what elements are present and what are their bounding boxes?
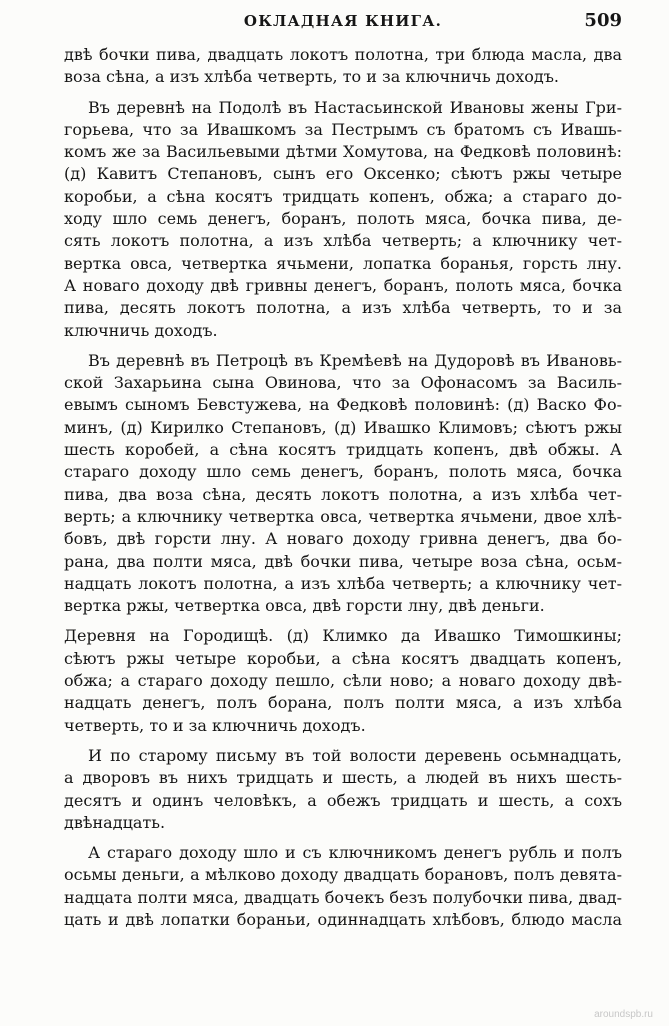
running-head: ОКЛАДНАЯ КНИГА. bbox=[243, 12, 443, 30]
text-line: цать и двѣ лопатки бораньи, одиннадцать хлѣбовъ, блюдо масла bbox=[64, 909, 622, 929]
text-line: стараго доходу шло семь денегъ, боранъ, полоть мяса, бочка bbox=[64, 462, 622, 482]
text-line: минъ, (д) Кирилко Степановъ, (д) Ивашко Климовъ; сѣютъ ржы bbox=[64, 417, 622, 437]
text-line: вертка ржы, четвертка овса, двѣ горсти лну, двѣ деньги. bbox=[64, 596, 545, 616]
text-line: пива, два воза сѣна, десять локотъ полотна, а изъ хлѣба чет- bbox=[64, 484, 622, 504]
text-line: Въ деревнѣ въ Петроцѣ въ Кремѣевѣ на Дудоровѣ въ Ивановь- bbox=[88, 350, 622, 370]
page-header bbox=[64, 12, 622, 34]
text-line: верть; а ключнику четвертка овса, четвертка ячьмени, двое хлѣ- bbox=[64, 506, 622, 526]
text-line: сять локотъ полотна, а изъ хлѣба четверть; а ключнику чет- bbox=[64, 231, 622, 251]
text-line: воза сѣна, а изъ хлѣба четверть, то и за ключничь доходъ. bbox=[64, 67, 560, 87]
text-line: А новаго доходу двѣ гривны денегъ, боранъ, полоть мяса, бочка bbox=[64, 275, 622, 295]
text-line: И по старому письму въ той волости деревень осьмнадцать, bbox=[88, 745, 622, 765]
text-line: двѣ бочки пива, двадцать локотъ полотна, три блюда масла, два bbox=[64, 45, 622, 64]
paragraph bbox=[64, 745, 622, 834]
paragraph bbox=[64, 842, 622, 931]
text-line: а дворовъ въ нихъ тридцать и шесть, а людей въ нихъ шесть- bbox=[64, 768, 622, 788]
text-line: ской Захарьина сына Овинова, что за Офонасомъ за Василь- bbox=[64, 373, 622, 393]
paragraph bbox=[64, 97, 622, 342]
text-line: евымъ сыномъ Бевстужева, на Федковѣ половинѣ: (д) Васко Фо- bbox=[64, 395, 622, 415]
page-number: 509 bbox=[584, 10, 622, 31]
text-line: Деревня на Городищѣ. (д) Климко да Ивашко Тимошкины; bbox=[64, 626, 622, 646]
text-line: двѣнадцать. bbox=[64, 812, 166, 832]
text-line: (д) Кавитъ Степановъ, сынъ его Оксенко; сѣютъ ржы четыре bbox=[64, 164, 622, 184]
text-line: бовъ, двѣ горсти лну. А новаго доходу гривна денегъ, два бо- bbox=[64, 529, 622, 549]
text-line: десятъ и одинъ человѣкъ, а обежъ тридцать и шесть, а сохъ bbox=[64, 790, 622, 810]
body-text bbox=[64, 44, 622, 931]
text-line: шесть коробей, а сѣна косятъ тридцать копенъ, двѣ обжы. А bbox=[64, 440, 622, 460]
text-line: ключничь доходъ. bbox=[64, 320, 218, 340]
paragraph bbox=[64, 350, 622, 618]
paragraph bbox=[64, 44, 622, 89]
text-line: пива, десять локотъ полотна, а изъ хлѣба четверть, то и за bbox=[64, 298, 622, 318]
watermark: aroundspb.ru bbox=[594, 1009, 653, 1020]
text-line: ходу шло семь денегъ, боранъ, полоть мяса, бочка пива, де- bbox=[64, 209, 622, 229]
text-line: А стараго доходу шло и съ ключникомъ денегъ рубль и полъ bbox=[88, 843, 622, 863]
text-line: осьмы деньги, а мѣлково доходу двадцать борановъ, полъ девята- bbox=[64, 865, 622, 885]
text-line: комъ же за Васильевыми дѣтми Хомутова, на Федковѣ половинѣ: bbox=[64, 142, 622, 162]
text-line: Въ деревнѣ на Подолѣ въ Настасьинской Ивановы жены Гри- bbox=[88, 97, 622, 117]
text-line: горьева, что за Ивашкомъ за Пестрымъ съ братомъ съ Ивашь- bbox=[64, 119, 622, 139]
text-line: вертка овса, четвертка ячьмени, лопатка боранья, горсть лну. bbox=[64, 253, 622, 273]
text-line: надцать локотъ полотна, а изъ хлѣба четверть; а ключнику чет- bbox=[64, 573, 622, 593]
text-line: надцать денегъ, полъ борана, полъ полти мяса, а изъ хлѣба bbox=[64, 693, 622, 713]
text-line: коробьи, а сѣна косятъ тридцать копенъ, обжа; а стараго до- bbox=[64, 186, 622, 206]
text-line: надцата полти мяса, двадцать бочекъ безъ полубочки пива, двад- bbox=[64, 887, 622, 907]
paragraph bbox=[64, 625, 622, 736]
text-line: сѣютъ ржы четыре коробьи, а сѣна косятъ двадцать копенъ, bbox=[64, 648, 622, 668]
text-line: четверть, то и за ключничь доходъ. bbox=[64, 715, 366, 735]
text-line: обжа; а стараго доходу пешло, сѣли ново; а новаго доходу двѣ- bbox=[64, 671, 622, 691]
text-line: рана, два полти мяса, двѣ бочки пива, четыре воза сѣна, осьм- bbox=[64, 551, 622, 571]
